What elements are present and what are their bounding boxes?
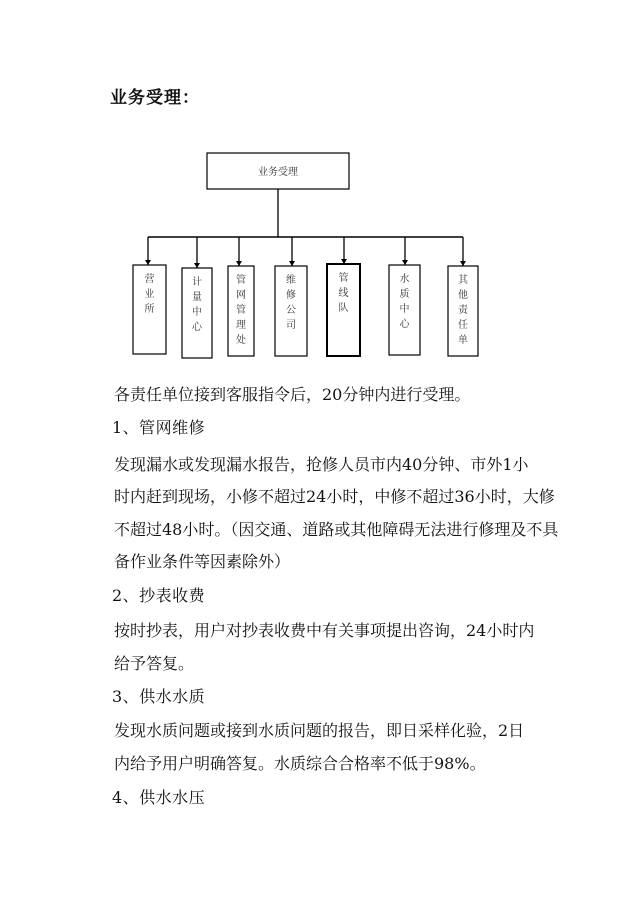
org-child-1-char: 营 <box>144 274 155 285</box>
section-1-line-3: 不超过48小时。（因交通、道路或其他障碍无法进行修理及不具 <box>114 520 559 539</box>
org-chart <box>0 0 636 380</box>
section-2-line-2: 给予答复。 <box>114 654 195 673</box>
org-child-3-char: 管 <box>236 275 246 286</box>
org-child-2-char: 量 <box>192 292 202 303</box>
org-top-label: 业务受理 <box>258 167 298 178</box>
org-child-2-char: 心 <box>192 322 202 333</box>
section-2-line-1: 按时抄表，用户对抄表收费中有关事项提出咨询，24小时内 <box>114 621 535 640</box>
org-child-7-char: 单 <box>458 335 468 346</box>
org-arrow-6 <box>402 260 408 265</box>
org-child-5-char: 管 <box>338 273 349 284</box>
section-3-line-2: 内给予用户明确答复。水质综合合格率不低于98%。 <box>114 754 486 773</box>
org-child-2-char: 计 <box>192 277 202 288</box>
org-child-6-char: 中 <box>399 304 410 315</box>
section-1-line-2: 时内赶到现场，小修不超过24小时，中修不超过36小时，大修 <box>114 487 555 506</box>
org-child-1-char: 业 <box>144 289 155 300</box>
org-arrow-3 <box>236 261 242 266</box>
org-child-6-char: 心 <box>399 319 410 330</box>
section-3-title: 3、供水水质 <box>112 687 206 706</box>
org-child-7-char: 责 <box>458 305 468 316</box>
org-child-6-char: 质 <box>399 289 410 300</box>
intro-paragraph: 各责任单位接到客服指令后，20分钟内进行受理。 <box>114 385 471 404</box>
org-child-3-char: 理 <box>236 320 246 331</box>
org-child-5-char: 队 <box>338 303 349 314</box>
org-child-7-char: 他 <box>458 290 468 301</box>
section-3-line-1: 发现水质问题或接到水质问题的报告，即日采样化验，2日 <box>114 721 525 740</box>
section-1-line-1: 发现漏水或发现漏水报告，抢修人员市内40分钟、市外1小 <box>114 455 529 474</box>
org-child-3-char: 网 <box>236 290 246 301</box>
org-arrow-2 <box>194 263 200 268</box>
org-child-4-char: 维 <box>286 275 296 286</box>
org-arrow-1 <box>145 260 151 265</box>
section-2-title: 2、抄表收费 <box>112 586 206 605</box>
org-arrow-7 <box>460 261 466 266</box>
section-1-title: 1、管网维修 <box>112 418 206 437</box>
org-child-4-char: 公 <box>286 305 296 316</box>
org-child-1-char: 所 <box>144 304 155 315</box>
org-child-7-char: 其 <box>458 275 468 286</box>
org-child-3-char: 处 <box>236 335 246 346</box>
org-child-2-char: 中 <box>192 307 202 318</box>
section-1-line-4: 备作业条件等因素除外） <box>114 552 291 571</box>
section-4-title: 4、供水水压 <box>112 788 206 807</box>
org-child-4-char: 修 <box>286 290 296 301</box>
org-child-5-char: 线 <box>338 288 349 299</box>
org-child-7-char: 任 <box>458 320 468 331</box>
section-heading: 业务受理： <box>110 88 200 108</box>
org-child-4-char: 司 <box>286 320 296 331</box>
org-child-3-char: 管 <box>236 305 246 316</box>
org-children <box>133 237 478 358</box>
org-child-6-char: 水 <box>399 274 410 285</box>
org-arrow-4 <box>289 261 295 266</box>
